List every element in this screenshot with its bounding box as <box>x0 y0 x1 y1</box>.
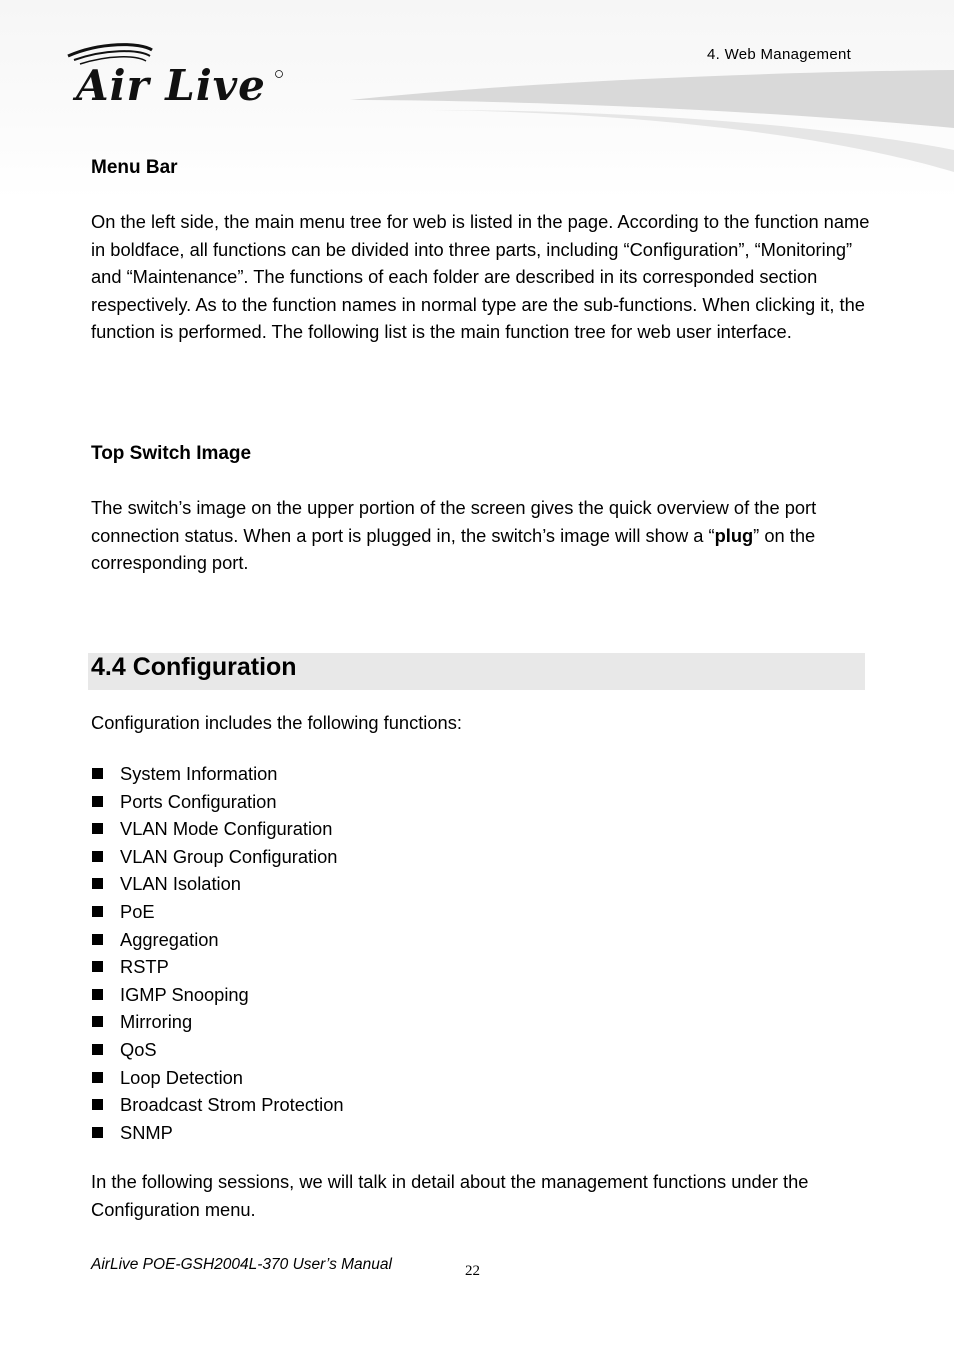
svg-text:Air Live: Air Live <box>76 61 266 108</box>
list-item-label: VLAN Mode Configuration <box>120 818 333 840</box>
list-item-label: Loop Detection <box>120 1066 243 1088</box>
list-item-label: System Information <box>120 763 278 784</box>
list-item-label: Aggregation <box>120 928 219 950</box>
list-item-label: IGMP Snooping <box>120 983 249 1005</box>
configuration-outro: In the following sessions, we will talk in detail about the management functions under the Configuration menu. <box>91 1171 809 1220</box>
list-item-label: Broadcast Strom Protection <box>120 1094 344 1116</box>
airlive-logo <box>60 40 290 108</box>
square-bullet-icon <box>92 989 103 1000</box>
list-item-label: RSTP <box>120 956 169 978</box>
square-bullet-icon <box>92 1044 103 1055</box>
section-heading-bar <box>88 653 865 690</box>
list-item <box>91 788 344 816</box>
list-item-label: Ports Configuration <box>120 790 277 812</box>
top-switch-text-start: The switch’s image on the upper portion of the screen gives the quick overview of the port connection status. When a port is plugged in, the switch’s image will show a “ <box>91 497 817 546</box>
list-item <box>91 953 344 981</box>
square-bullet-icon <box>92 796 103 807</box>
square-bullet-icon <box>92 961 103 972</box>
square-bullet-icon <box>92 1127 103 1138</box>
square-bullet-icon <box>92 1016 103 1027</box>
list-item-label: PoE <box>120 900 155 922</box>
list-item <box>91 1119 344 1147</box>
list-item-label: VLAN Group Configuration <box>120 845 338 867</box>
square-bullet-icon <box>92 934 103 945</box>
function-list <box>91 760 344 1146</box>
square-bullet-icon <box>92 906 103 917</box>
chapter-heading: 4. Web Management <box>707 46 852 63</box>
top-switch-text-end: ” on the corresponding port. <box>91 524 816 574</box>
configuration-intro: Configuration includes the following functions: <box>91 712 462 733</box>
top-switch-heading: Top Switch Image <box>91 443 252 464</box>
list-item <box>91 870 344 898</box>
list-item <box>91 760 344 788</box>
list-item <box>91 1064 344 1092</box>
square-bullet-icon <box>92 851 103 862</box>
square-bullet-icon <box>92 823 103 834</box>
footer-manual-title: AirLive POE-GSH2004L-370 User’s Manual <box>91 1256 392 1273</box>
list-item <box>91 843 344 871</box>
list-item-label: QoS <box>120 1038 157 1060</box>
list-item-label: VLAN Isolation <box>120 873 241 895</box>
square-bullet-icon <box>92 768 103 779</box>
section-title: 4.4 Configuration <box>91 653 297 681</box>
list-item-label: Mirroring <box>120 1011 193 1033</box>
list-item <box>91 981 344 1009</box>
square-bullet-icon <box>92 878 103 889</box>
square-bullet-icon <box>92 1099 103 1110</box>
list-item <box>91 1008 344 1036</box>
menu-bar-paragraph: On the left side, the main menu tree for web is listed in the page. According to the function name in boldface, all functions can be divided into three parts, including “Configuration”, “Monitoring” and “Maintenance”. The functions of each folder are described in its corresponded section respectively. As to the function names in normal type are the sub-functions. When clicking it, the function is performed. The following list is the main function tree for web user interface. <box>91 211 870 343</box>
list-item <box>91 926 344 954</box>
list-item <box>91 815 344 843</box>
list-item-label: SNMP <box>120 1121 173 1143</box>
top-switch-paragraph <box>91 494 871 577</box>
list-item <box>91 898 344 926</box>
list-item <box>91 1091 344 1119</box>
list-item <box>91 1036 344 1064</box>
page-number: 22 <box>465 1263 480 1279</box>
menu-bar-heading: Menu Bar <box>91 157 178 178</box>
plug-term: plug <box>714 524 754 546</box>
square-bullet-icon <box>92 1072 103 1083</box>
